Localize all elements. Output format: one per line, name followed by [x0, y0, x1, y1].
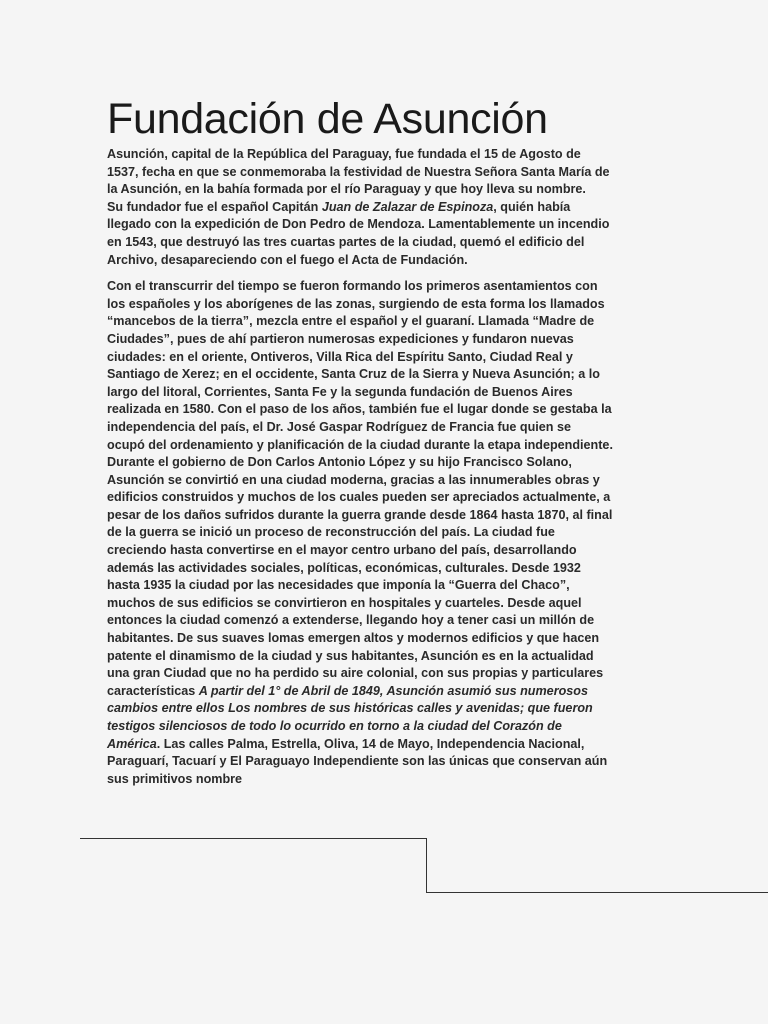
text-line: [107, 419, 663, 437]
text-line: [107, 199, 663, 217]
text-line: [107, 560, 663, 578]
text-run: Archivo, desapareciendo con el fuego el Acta de Fundación.: [107, 252, 468, 267]
text-line: [107, 252, 663, 270]
text-line: [107, 146, 663, 164]
text-line: [107, 736, 663, 754]
text-run: una gran Ciudad que no ha perdido su aire colonial, con sus propias y particulares: [107, 666, 604, 681]
text-run: características: [107, 683, 199, 698]
text-line: [107, 313, 663, 331]
text-line: [107, 595, 663, 613]
text-line: [107, 366, 663, 384]
text-line: [107, 665, 663, 683]
text-line: [107, 181, 663, 199]
text-run: la Asunción, en la bahía formada por el río Paraguay y que hoy lleva su nombre.: [107, 182, 586, 197]
text-run: Con el transcurrir del tiempo se fueron formando los primeros asentamientos con: [107, 279, 598, 294]
text-line: [107, 349, 663, 367]
text-run: llegado con la expedición de Don Pedro de Mendoza. Lamentablemente un incendio: [107, 217, 610, 232]
text-line: [107, 771, 663, 789]
footer-rule-left: [80, 838, 427, 839]
text-run: en 1543, que destruyó las tres cuartas partes de la ciudad, quemó el edificio del: [107, 234, 585, 249]
text-run: entonces la ciudad comenzó a extenderse, llegando hoy a tener casi un millón de: [107, 613, 595, 628]
text-line: [107, 437, 663, 455]
text-run: Durante el gobierno de Don Carlos Antonio López y su hijo Francisco Solano,: [107, 455, 572, 470]
page-title: Fundación de Asunción: [107, 95, 548, 143]
text-run: sus primitivos nombre: [107, 771, 243, 786]
text-run: Paraguarí, Tacuarí y El Paraguayo Independiente son las únicas que conservan aún: [107, 754, 608, 769]
text-line: [107, 612, 663, 630]
text-run: Su fundador fue el español Capitán: [107, 199, 322, 214]
footer-rule-right: [426, 892, 768, 893]
italic-text-run: América: [107, 736, 157, 751]
text-line: [107, 489, 663, 507]
text-run: Ciudades”, pues de ahí partieron numerosas expediciones y fundaron nuevas: [107, 331, 574, 346]
paragraph-1: [107, 146, 663, 269]
text-line: [107, 700, 663, 718]
text-run: realizada en 1580. Con el paso de los años, también fue el lugar donde se gestaba la: [107, 402, 612, 417]
text-line: [107, 718, 663, 736]
text-run: habitantes. De sus suaves lomas emergen altos y modernos edificios y que hacen: [107, 631, 600, 646]
italic-text-run: A partir del 1° de Abril de 1849, Asunción asumió sus numerosos: [198, 683, 588, 698]
text-line: [107, 454, 663, 472]
text-line: [107, 753, 663, 771]
text-run: largo del litoral, Corrientes, Santa Fe y la segunda fundación de Buenos Aires: [107, 384, 573, 399]
text-run: ciudades: en el oriente, Ontiveros, Villa Rica del Espíritu Santo, Ciudad Real y: [107, 349, 573, 364]
text-run: muchos de sus edificios se convirtieron en hospitales y cuarteles. Desde aquel: [107, 595, 582, 610]
text-run: ocupó del ordenamiento y planificación de la ciudad durante la etapa independiente.: [107, 437, 613, 452]
text-run: Asunción, capital de la República del Paraguay, fue fundada el 15 de Agosto de: [107, 147, 581, 161]
text-run: independencia del país, el Dr. José Gaspar Rodríguez de Francia fue quien se: [107, 419, 572, 434]
text-line: [107, 164, 663, 182]
text-line: [107, 234, 663, 252]
text-run: de la guerra se inició un proceso de reconstrucción del país. La ciudad fue: [107, 525, 555, 540]
text-run: hasta 1935 la ciudad por las necesidades que imponía la “Guerra del Chaco”,: [107, 578, 570, 593]
text-run: Santiago de Xerez; en el occidente, Santa Cruz de la Sierra y Nueva Asunción; a lo: [107, 367, 600, 382]
footer-rule-step: [426, 838, 427, 893]
text-run: “mancebos de la tierra”, mezcla entre el español y el guaraní. Llamada “Madre de: [107, 314, 595, 329]
paragraph-2: [107, 278, 663, 788]
text-run: 1537, fecha en que se conmemoraba la festividad de Nuestra Señora Santa María de: [107, 164, 610, 179]
text-run: . Las calles Palma, Estrella, Oliva, 14 de Mayo, Independencia Nacional,: [156, 736, 585, 751]
text-line: [107, 683, 663, 701]
text-run: pesar de los daños sufridos durante la guerra grande desde 1864 hasta 1870, al final: [107, 507, 613, 522]
text-line: [107, 216, 663, 234]
text-run: creciendo hasta convertirse en el mayor centro urbano del país, desarrollando: [107, 543, 577, 558]
text-line: [107, 296, 663, 314]
text-line: [107, 507, 663, 525]
text-line: [107, 577, 663, 595]
italic-text-run: Juan de Zalazar de Espinoza: [321, 199, 494, 214]
text-run: Asunción se convirtió en una ciudad moderna, gracias a las innumerables obras y: [107, 472, 600, 487]
text-line: [107, 331, 663, 349]
text-line: [107, 648, 663, 666]
text-run: los españoles y los aborígenes de las zonas, surgiendo de esta forma los llamados: [107, 296, 605, 311]
text-line: [107, 278, 663, 296]
text-line: [107, 384, 663, 402]
text-run: además las actividades sociales, políticas, económicas, culturales. Desde 1932: [107, 560, 581, 575]
text-line: [107, 524, 663, 542]
text-run: edificios construidos y muchos de los cuales pueden ser apreciados actualmente, a: [107, 490, 611, 505]
italic-text-run: testigos silenciosos de todo lo ocurrido en torno a la ciudad del Corazón de: [107, 719, 562, 733]
text-line: [107, 542, 663, 560]
italic-text-run: cambios entre ellos Los nombres de sus históricas calles y avenidas; que fueron: [107, 701, 593, 716]
document-body: [107, 146, 663, 797]
text-line: [107, 472, 663, 490]
text-line: [107, 630, 663, 648]
text-run: patente el dinamismo de la ciudad y sus habitantes, Asunción es en la actualidad: [107, 648, 594, 663]
text-line: [107, 401, 663, 419]
text-run: , quién había: [493, 199, 571, 214]
